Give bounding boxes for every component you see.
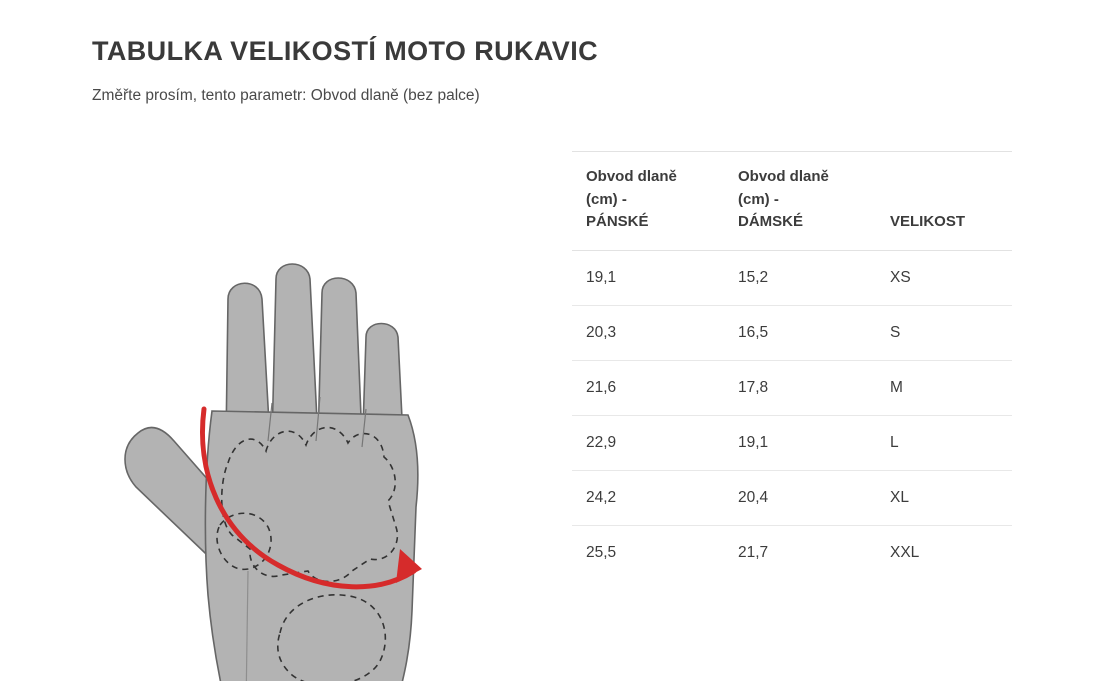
cell-women: 17,8 xyxy=(724,360,876,415)
size-table-container xyxy=(572,115,1042,580)
table-row xyxy=(572,415,1012,470)
page-title: TABULKA VELIKOSTÍ MOTO RUKAVIC xyxy=(92,36,598,66)
cell-men: 19,1 xyxy=(572,250,724,305)
cell-size: XS xyxy=(876,250,1012,305)
glove-illustration xyxy=(92,115,572,675)
page-subtitle: Změřte prosím, tento parametr: Obvod dlaně (bez palce) xyxy=(92,87,480,104)
cell-size: S xyxy=(876,305,1012,360)
column-header-women-line1: Obvod dlaně xyxy=(738,168,829,185)
cell-men: 21,6 xyxy=(572,360,724,415)
cell-women: 19,1 xyxy=(724,415,876,470)
cell-size: M xyxy=(876,360,1012,415)
size-table xyxy=(572,151,1012,580)
column-header-women xyxy=(724,152,876,251)
cell-women: 20,4 xyxy=(724,470,876,525)
cell-men: 22,9 xyxy=(572,415,724,470)
column-header-women-line2: (cm) - xyxy=(738,190,779,208)
table-row xyxy=(572,305,1012,360)
table-header-row xyxy=(572,152,1012,251)
column-header-men-line3: PÁNSKÉ xyxy=(586,213,649,230)
cell-men: 20,3 xyxy=(572,305,724,360)
cell-men: 25,5 xyxy=(586,543,617,561)
column-header-men-line1: Obvod dlaně xyxy=(586,168,677,185)
table-body xyxy=(572,250,1012,580)
glove-shape xyxy=(125,264,418,681)
cell-women: 15,2 xyxy=(724,250,876,305)
column-header-women-line3: DÁMSKÉ xyxy=(738,213,804,230)
cell-size: XXL xyxy=(890,543,920,561)
table-header xyxy=(572,152,1012,251)
table-row xyxy=(572,360,1012,415)
table-row xyxy=(572,470,1012,525)
glove-diagram-svg xyxy=(100,141,520,681)
cell-men: 24,2 xyxy=(572,470,724,525)
content-area xyxy=(92,115,1042,675)
column-header-men-line2: (cm) - xyxy=(586,190,627,208)
column-header-size-line1: VELIKOST xyxy=(890,213,966,230)
column-header-size xyxy=(876,152,1012,251)
cell-size: XL xyxy=(876,470,1012,525)
cell-size: L xyxy=(876,415,1012,470)
table-row xyxy=(572,250,1012,305)
column-header-men xyxy=(572,152,724,251)
cell-women: 16,5 xyxy=(724,305,876,360)
cell-women: 21,7 xyxy=(738,543,769,561)
table-row xyxy=(572,525,1012,580)
